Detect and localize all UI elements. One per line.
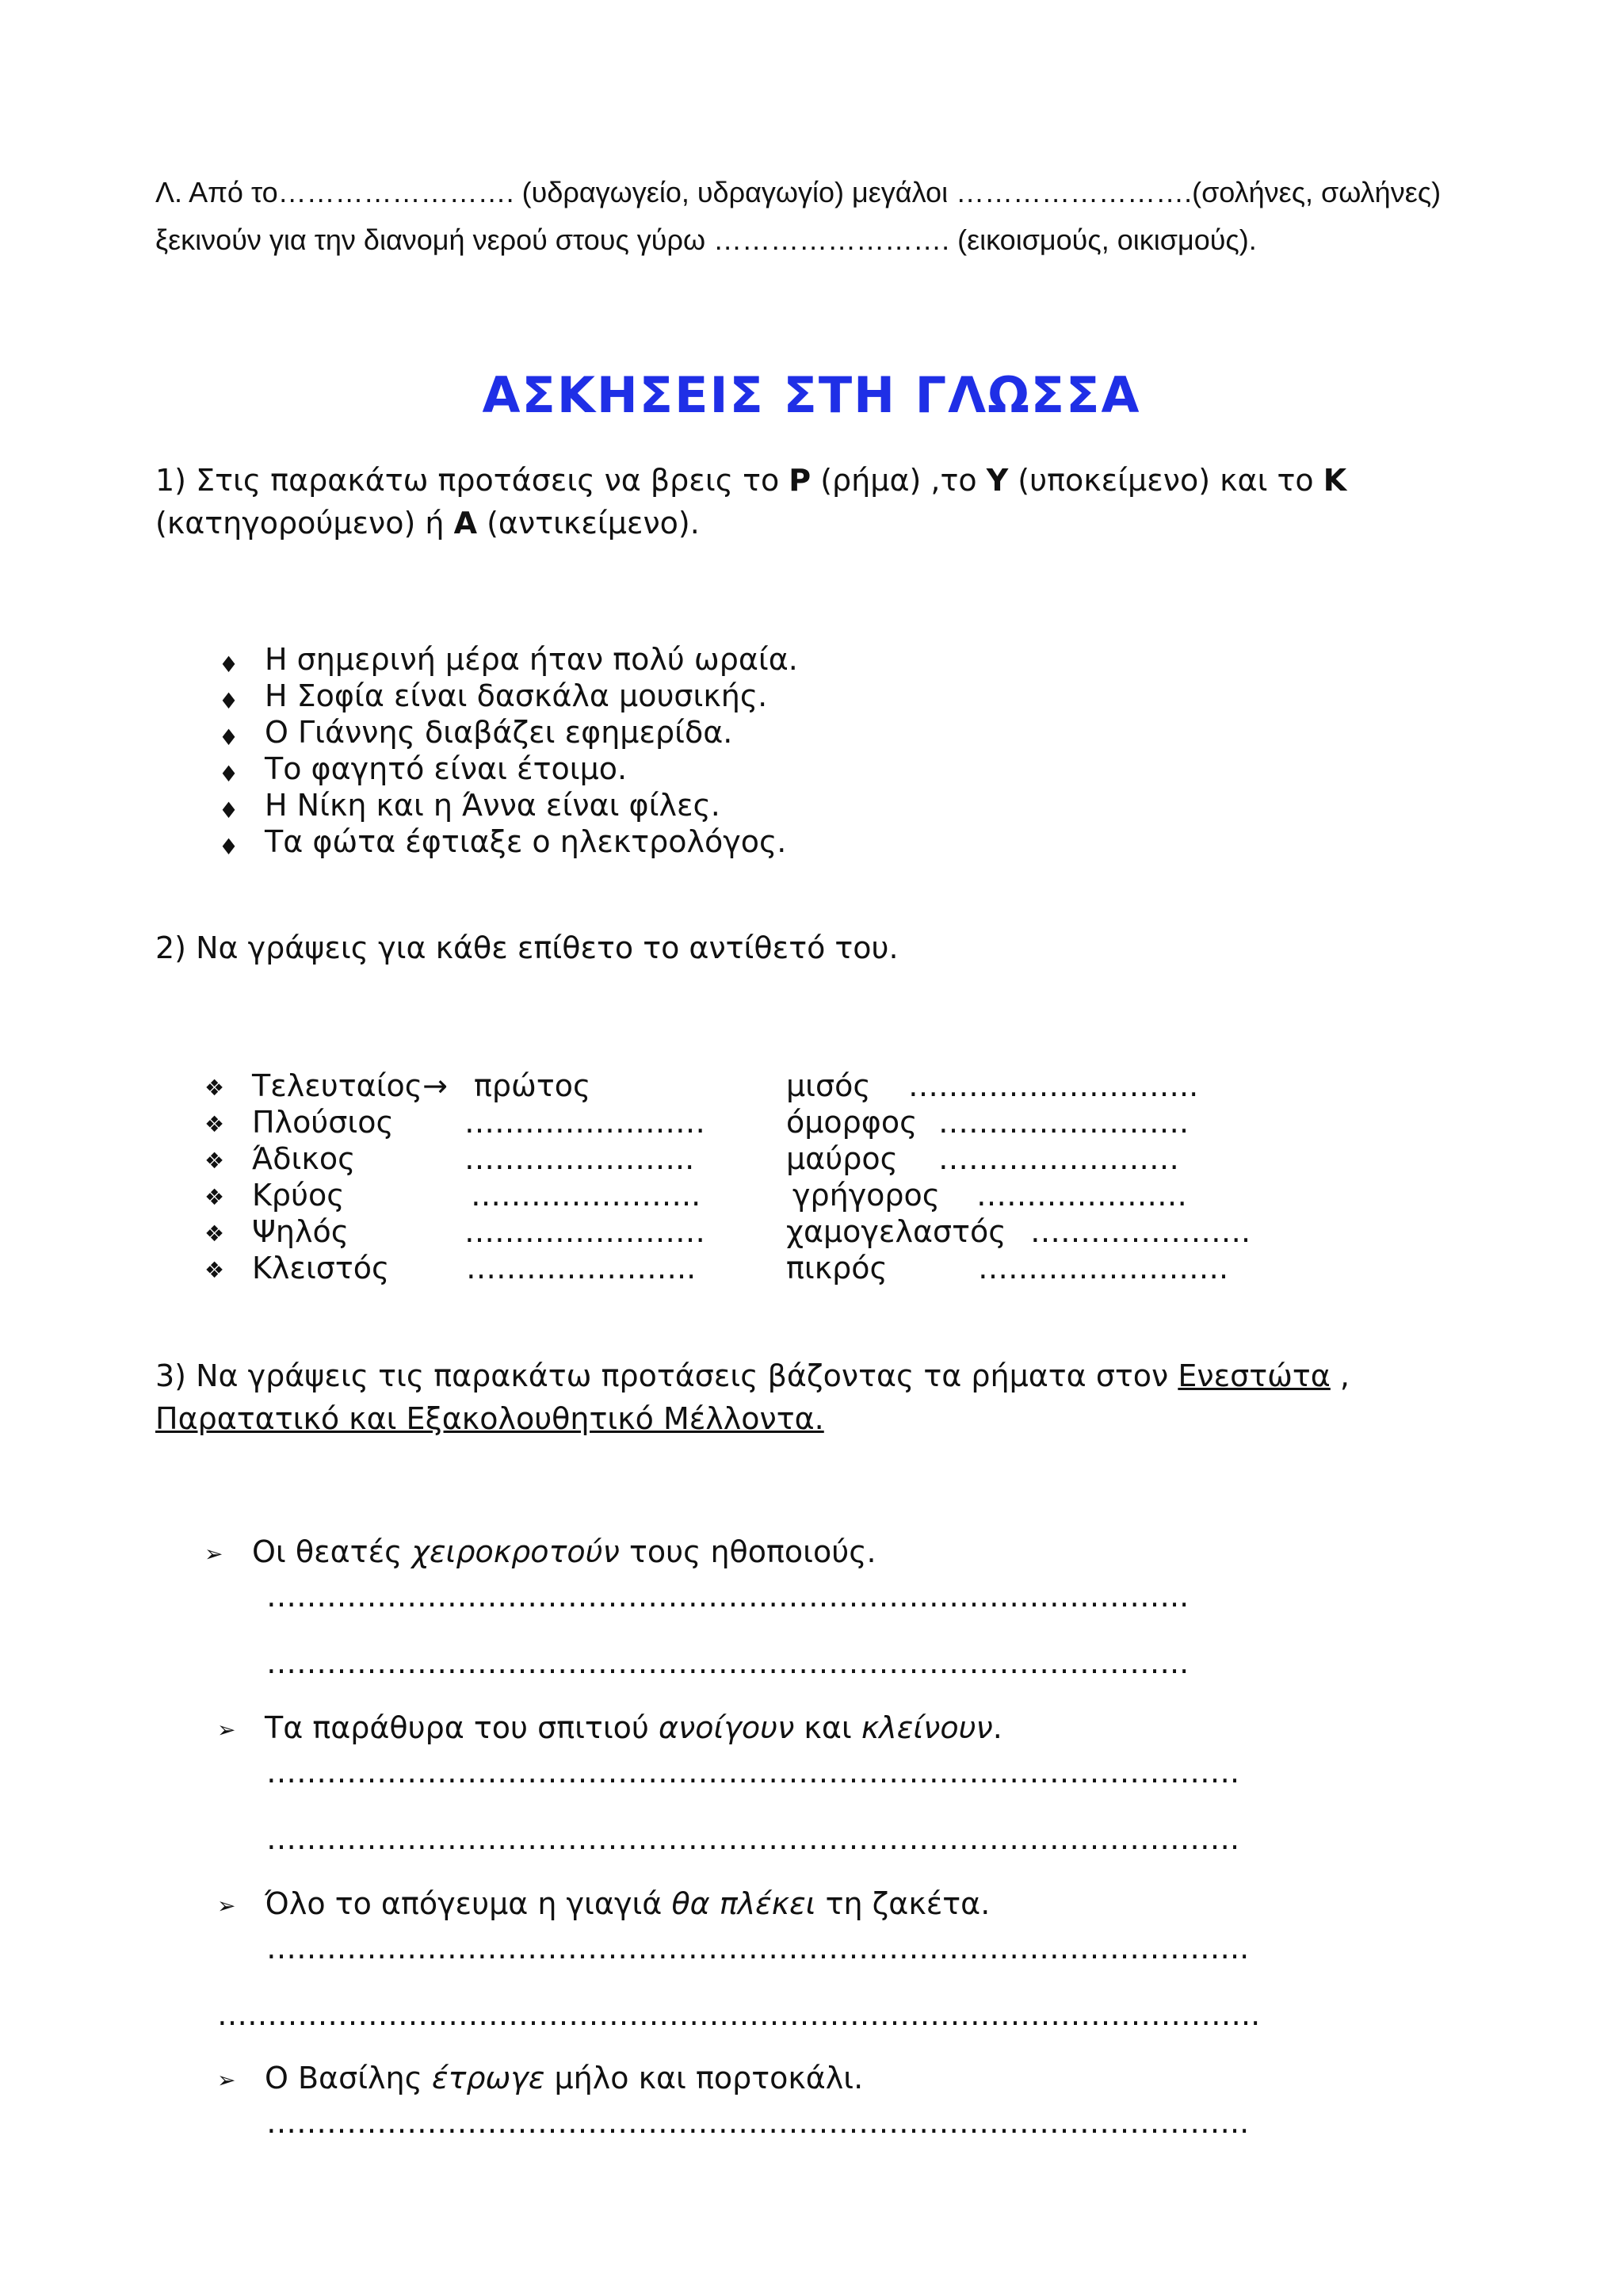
exercise-3-text: 3) Να γράψεις τις παρακάτω προτάσεις βάζοντας τα ρήματα στον xyxy=(155,1358,1178,1393)
adjective-word-2: πικρός xyxy=(786,1251,888,1286)
exercise-1-text: (ρήμα) ,το xyxy=(811,463,987,498)
letter-k: Κ xyxy=(1323,463,1347,498)
four-diamond-bullet-icon: ❖ xyxy=(204,1075,225,1101)
adjective-word: Άδικος xyxy=(252,1141,356,1176)
list-item: Η σημερινή μέρα ήταν πολύ ωραία. xyxy=(265,642,798,677)
list-item: Το φαγητό είναι έτοιμο. xyxy=(265,751,628,786)
answer-blank: ……………………….. xyxy=(908,1068,1199,1103)
exercise-1-text: (κατηγορούμενο) ή xyxy=(155,506,454,541)
arrowhead-bullet-icon: ➢ xyxy=(204,1541,223,1567)
sentence-3 xyxy=(265,1886,990,1921)
answer-line: ……………………………………………………………………………………. xyxy=(266,1755,1240,1790)
sentence-text: . xyxy=(992,1710,1002,1745)
diamond-bullet-icon: ♦ xyxy=(219,761,239,787)
exercise-3-line-2 xyxy=(155,1401,824,1436)
diamond-bullet-icon: ♦ xyxy=(219,797,239,823)
underlined-term: Παρατατικό και Εξακολουθητικό Μέλλοντα. xyxy=(155,1401,824,1436)
answer-blank: ………………….. xyxy=(464,1141,695,1176)
page-title: ΑΣΚΗΣΕΙΣ ΣΤΗ ΓΛΩΣΣΑ xyxy=(482,366,1141,424)
exercise-1-number: 1) xyxy=(155,463,187,498)
answer-blank: ………………… xyxy=(976,1178,1187,1213)
list-item: Ο Γιάννης διαβάζει εφημερίδα. xyxy=(265,715,733,750)
letter-a: Α xyxy=(453,506,478,541)
verb: ανοίγουν xyxy=(659,1710,795,1745)
diamond-bullet-icon: ♦ xyxy=(219,834,239,860)
exercise-2-prompt: 2) Να γράψεις για κάθε επίθετο το αντίθετό του. xyxy=(155,930,899,965)
sentence-4 xyxy=(265,2061,863,2095)
letter-p: Ρ xyxy=(789,463,812,498)
exercise-1-text: Στις παρακάτω προτάσεις να βρεις το xyxy=(186,463,789,498)
exercise-1-line-2 xyxy=(155,506,700,541)
adjective-text: Τελευταίος xyxy=(252,1068,423,1103)
arrow-icon: → xyxy=(422,1068,448,1103)
answer-line: …………………………………………………………………………………….. xyxy=(266,1931,1250,1966)
sentence-text: τους ηθοποιούς. xyxy=(619,1534,876,1569)
answer-blank: …………………… xyxy=(938,1141,1179,1176)
letter-y: Υ xyxy=(986,463,1009,498)
answer-blank: …………………… xyxy=(464,1214,705,1249)
exercise-1-line-1 xyxy=(155,463,1346,498)
underlined-term: Ενεστώτα xyxy=(1178,1358,1331,1393)
sentence-text: Οι θεατές xyxy=(252,1534,412,1569)
adjective-word-2: μαύρος xyxy=(786,1141,898,1176)
verb: θα πλέκει xyxy=(671,1886,816,1921)
sentence-1 xyxy=(252,1534,876,1569)
four-diamond-bullet-icon: ❖ xyxy=(204,1257,225,1283)
diamond-bullet-icon: ♦ xyxy=(219,724,239,751)
adjective-word: Κλειστός xyxy=(252,1251,390,1286)
exercise-1-text: (αντικείμενο). xyxy=(477,506,700,541)
answer-blank: ………………….. xyxy=(466,1251,697,1286)
adjective-word: Ψηλός xyxy=(252,1214,349,1249)
list-item: Η Σοφία είναι δασκάλα μουσικής. xyxy=(265,678,768,713)
antonym-answer: πρώτος xyxy=(474,1068,591,1103)
four-diamond-bullet-icon: ❖ xyxy=(204,1148,225,1174)
answer-line: ……………………………………………………………………………….. xyxy=(266,1645,1190,1680)
adjective-word xyxy=(252,1068,448,1103)
verb: κλείνουν xyxy=(861,1710,993,1745)
answer-line: …………………………………………………………………………………….. xyxy=(266,2105,1250,2140)
answer-line: ……………………………………………………………………………………. xyxy=(266,1821,1240,1856)
four-diamond-bullet-icon: ❖ xyxy=(204,1111,225,1137)
answer-line: ………………………………………………………………………………………….. xyxy=(217,1997,1261,2032)
answer-line: ……………………………………………………………………………….. xyxy=(266,1579,1190,1614)
adjective-word: Πλούσιος xyxy=(252,1105,394,1140)
exercise-3-line-1 xyxy=(155,1358,1350,1393)
intro-line-2: ξεκινούν για την διανομή νερού στους γύρω ……………………. (εικοισμούς, οικισμούς). xyxy=(155,223,1257,256)
diamond-bullet-icon: ♦ xyxy=(219,651,239,678)
answer-blank: ……………………. xyxy=(938,1105,1190,1140)
sentence-2 xyxy=(265,1710,1002,1745)
list-item: Τα φώτα έφτιαξε ο ηλεκτρολόγος. xyxy=(265,824,787,859)
sentence-text: τη ζακέτα. xyxy=(815,1886,991,1921)
adjective-word-2: μισός xyxy=(786,1068,871,1103)
exercise-3-text: , xyxy=(1330,1358,1350,1393)
exercise-1-text: (υποκείμενο) και το xyxy=(1008,463,1323,498)
answer-blank: …………………… xyxy=(464,1105,705,1140)
sentence-text: και xyxy=(794,1710,861,1745)
sentence-text: Τα παράθυρα του σπιτιού xyxy=(265,1710,659,1745)
adjective-word-2: γρήγορος xyxy=(792,1178,941,1213)
arrowhead-bullet-icon: ➢ xyxy=(217,2067,236,2093)
verb: χειροκροτούν xyxy=(411,1534,620,1569)
arrowhead-bullet-icon: ➢ xyxy=(217,1717,236,1743)
four-diamond-bullet-icon: ❖ xyxy=(204,1184,225,1210)
sentence-text: μήλο και πορτοκάλι. xyxy=(544,2061,864,2095)
adjective-word-2: χαμογελαστός xyxy=(786,1214,1006,1249)
answer-blank: ………………….. xyxy=(471,1178,701,1213)
verb: έτρωγε xyxy=(432,2061,545,2095)
four-diamond-bullet-icon: ❖ xyxy=(204,1221,225,1247)
answer-blank: …………………. xyxy=(1030,1214,1251,1249)
intro-line-1: Λ. Από το……………………. (υδραγωγείο, υδραγωγίο) μεγάλοι …………………….(σολήνες, σωλήνες) xyxy=(155,176,1442,208)
adjective-word-2: όμορφος xyxy=(786,1105,918,1140)
adjective-word: Κρύος xyxy=(252,1178,345,1213)
diamond-bullet-icon: ♦ xyxy=(219,688,239,714)
sentence-text: Όλο το απόγευμα η γιαγιά xyxy=(265,1886,672,1921)
arrowhead-bullet-icon: ➢ xyxy=(217,1893,236,1919)
sentence-text: Ο Βασίλης xyxy=(265,2061,433,2095)
answer-blank: ……………………. xyxy=(978,1251,1229,1286)
list-item: Η Νίκη και η Άννα είναι φίλες. xyxy=(265,788,720,823)
